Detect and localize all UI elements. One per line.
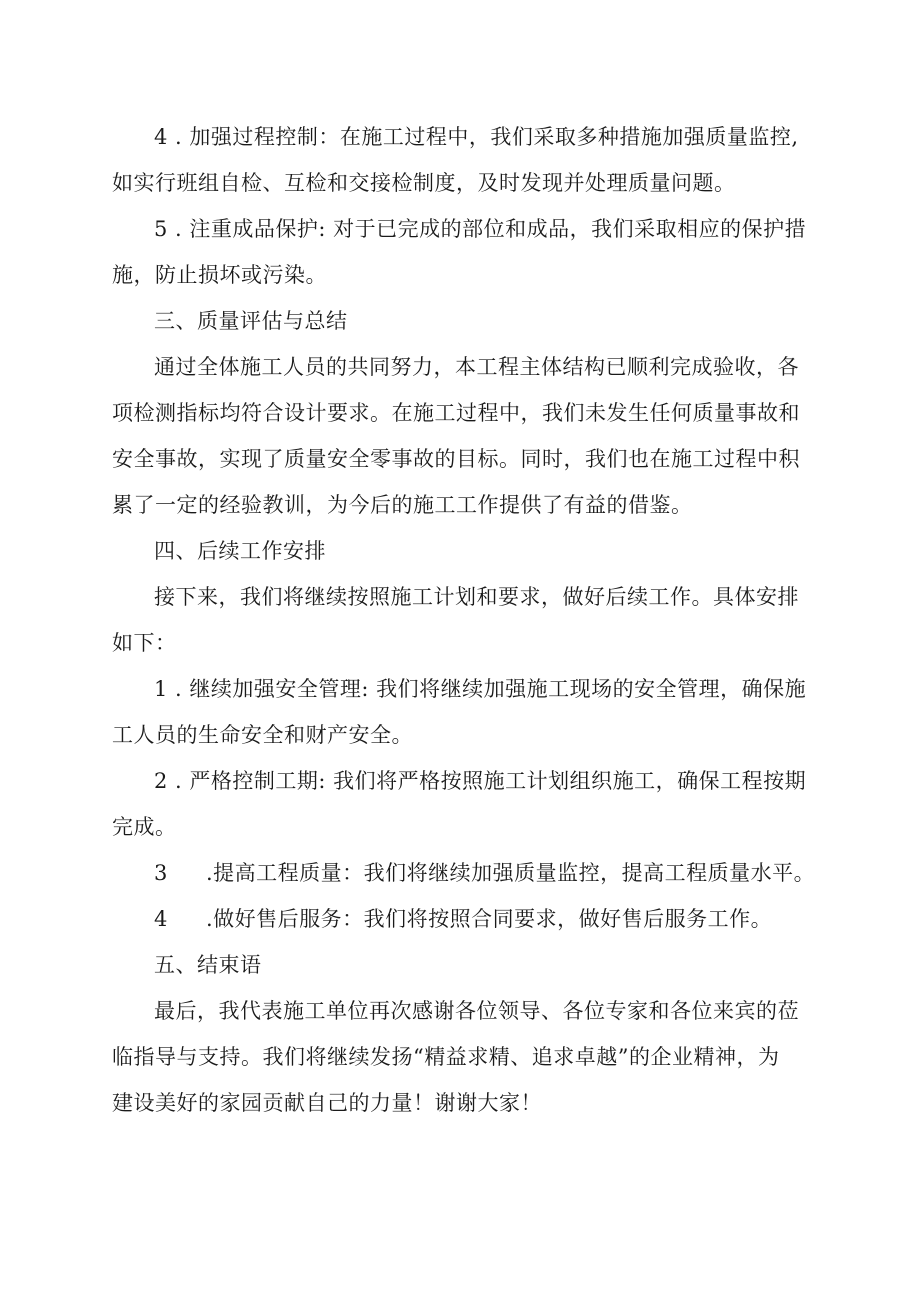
section-heading-follow-up: 四、后续工作安排	[154, 539, 326, 563]
document-page	[112, 114, 816, 1126]
text-line: 完成。	[112, 815, 177, 839]
text-line: 接下来，我们将继续按照施工计划和要求，做好后续工作。具体安排	[154, 585, 799, 609]
paragraph-schedule-control	[112, 758, 812, 850]
text-line: 1 . 继续加强安全管理: 我们将继续加强施工现场的安全管理，确保施	[154, 677, 807, 701]
section-heading-closing: 五、结束语	[154, 953, 262, 977]
paragraph-improve-quality	[112, 850, 816, 896]
paragraph-after-sales	[112, 896, 812, 942]
text-line: 通过全体施工人员的共同努力，本工程主体结构已顺利完成验收，各	[154, 355, 799, 379]
text-line: 安全事故，实现了质量安全零事故的目标。同时，我们也在施工过程中积	[112, 447, 800, 471]
list-number: 4	[154, 907, 168, 931]
text-line: 4 . 加强过程控制：在施工过程中，我们采取多种措施加强质量监控,	[154, 125, 799, 149]
text-line: .做好售后服务：我们将按照合同要求，做好售后服务工作。	[206, 907, 773, 931]
text-line: 工人员的生命安全和财产安全。	[112, 723, 413, 747]
text-line: 2 . 严格控制工期: 我们将严格按照施工计划组织施工，确保工程按期	[154, 769, 807, 793]
paragraph-safety-management	[112, 666, 812, 758]
text-line: 累了一定的经验教训，为今后的施工工作提供了有益的借鉴。	[112, 493, 693, 517]
text-line: 建设美好的家园贡献自己的力量！谢谢大家！	[112, 1091, 542, 1115]
paragraph-closing-remarks	[112, 988, 812, 1126]
paragraph-product-protection	[112, 206, 812, 298]
text-line: 如下：	[112, 631, 177, 655]
text-line: .提高工程质量：我们将继续加强质量监控，提高工程质量水平。	[206, 861, 816, 885]
text-line: 施，防止损坏或污染。	[112, 263, 327, 287]
text-line: 如实行班组自检、互检和交接检制度，及时发现并处理质量问题。	[112, 171, 736, 195]
paragraph-process-control	[112, 114, 812, 206]
paragraph-quality-summary	[112, 344, 812, 528]
paragraph-next-steps	[112, 574, 812, 666]
list-number: 3	[154, 861, 168, 885]
section-heading-quality-evaluation: 三、质量评估与总结	[154, 309, 348, 333]
text-line: 项检测指标均符合设计要求。在施工过程中，我们未发生任何质量事故和	[112, 401, 800, 425]
text-line: 最后，我代表施工单位再次感谢各位领导、各位专家和各位来宾的莅	[154, 999, 799, 1023]
text-line: 5 . 注重成品保护: 对于已完成的部位和成品，我们采取相应的保护措	[154, 217, 807, 241]
text-line: 临指导与支持。我们将继续发扬“精益求精、追求卓越”的企业精神，为	[112, 1045, 780, 1069]
